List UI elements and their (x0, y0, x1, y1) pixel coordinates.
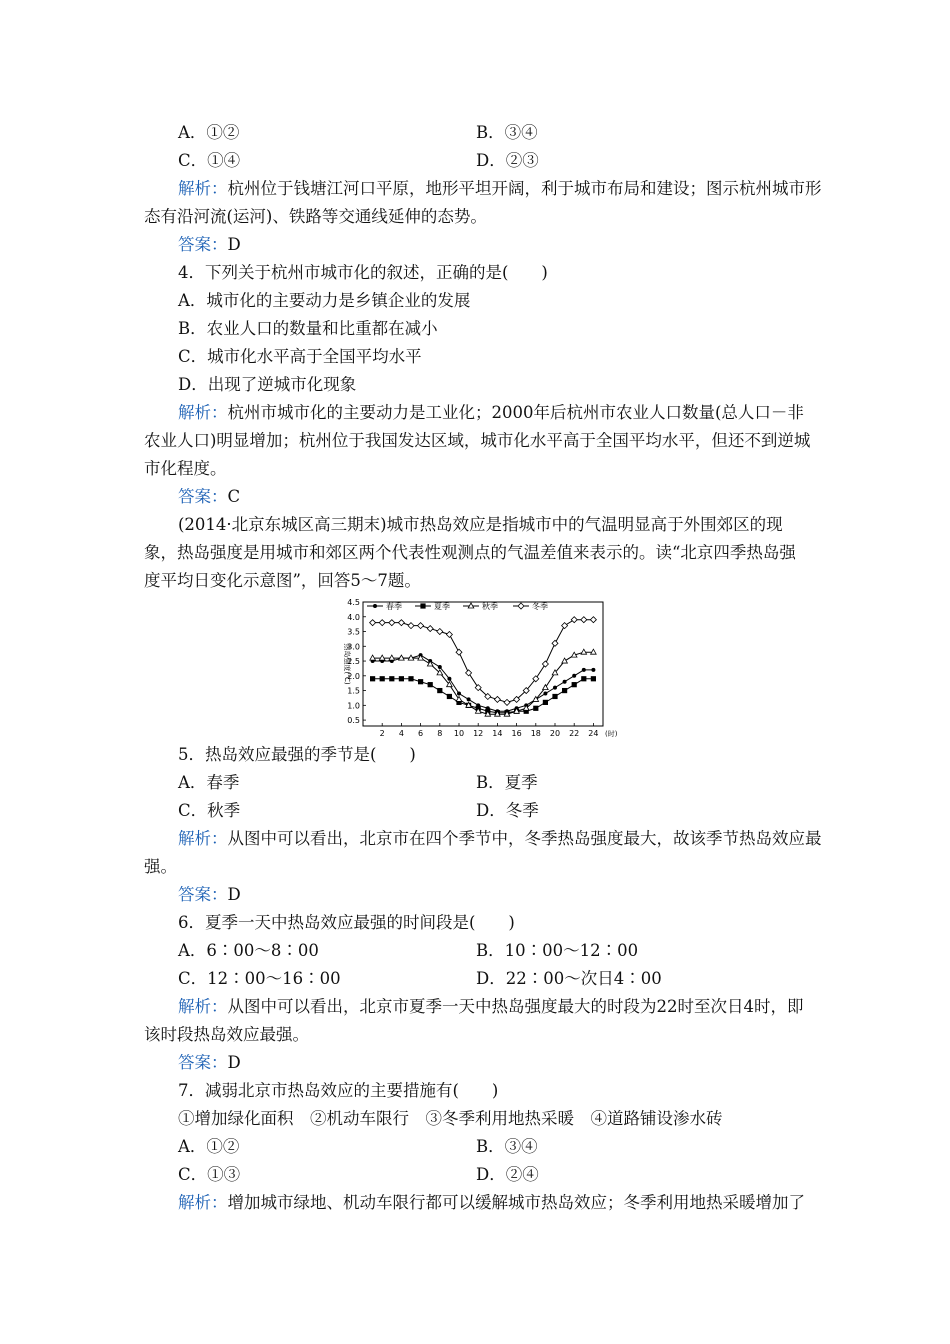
series-1-point (447, 677, 451, 681)
answer-value: D (227, 885, 241, 904)
q3-option-d: D．②③ (476, 151, 539, 170)
answer-label: 答案： (178, 235, 228, 254)
series-2-point (552, 694, 557, 699)
series-4-point (552, 640, 558, 646)
answer-value: D (227, 1053, 241, 1072)
series-3-point (399, 655, 405, 660)
q5-answer (178, 884, 241, 906)
x-tick-label: 16 (511, 729, 522, 738)
series-1-point (438, 665, 442, 669)
q4-analysis-line1 (178, 402, 804, 424)
series-2-point (418, 679, 423, 684)
analysis-label: 解析： (178, 997, 228, 1016)
x-tick-label: 4 (398, 729, 404, 738)
analysis-label: 解析： (178, 829, 228, 848)
series-4-point (562, 623, 568, 629)
analysis-label: 解析： (178, 403, 228, 422)
q4-analysis-line2: 农业人口)明显增加；杭州位于我国发达区域，城市化水平高于全国平均水平，但还不到逆城 (144, 431, 811, 450)
q3-analysis-line1 (178, 178, 822, 200)
q6-option-c: C．12∶00～16∶00 (178, 969, 341, 988)
q7-option-a: A．①② (178, 1137, 240, 1156)
series-2-point (572, 682, 577, 687)
series-2-point (370, 676, 375, 681)
series-2-point (543, 700, 548, 705)
series-1-point (572, 674, 576, 678)
analysis-text: 杭州位于钱塘江河口平原，地形平坦开阔，利于城市布局和建设；图示杭州城市形 (227, 179, 822, 198)
analysis-label: 解析： (178, 1193, 228, 1212)
q6-answer (178, 1052, 241, 1074)
series-4-point (398, 620, 404, 626)
q7-option-c: C．①③ (178, 1165, 241, 1184)
series-3-point (370, 655, 376, 660)
series-4-point (590, 617, 596, 623)
q3-analysis-line2: 态有沿河流(运河)、铁路等交通线延伸的态势。 (144, 207, 487, 226)
q5-option-c: C．秋季 (178, 801, 241, 820)
q6-option-a: A．6∶00～8∶00 (178, 941, 319, 960)
x-tick-label: 2 (379, 729, 385, 738)
q5-option-b: B．夏季 (476, 773, 538, 792)
series-2-point (581, 676, 586, 681)
y-tick-label: 1.0 (347, 701, 360, 711)
analysis-label: 解析： (178, 179, 228, 198)
series-2-point (399, 676, 404, 681)
series-2-point (447, 694, 452, 699)
series-4-point (542, 661, 548, 667)
series-4-point (504, 699, 510, 705)
x-axis-label: (时) (605, 730, 618, 738)
series-2-point (428, 682, 433, 687)
q7-option-b: B．③④ (476, 1137, 538, 1156)
q3-answer (178, 234, 241, 256)
analysis-text: 从图中可以看出，北京市夏季一天中热岛强度最大的时段为22时至次日4时，即 (227, 997, 804, 1016)
y-tick-label: 2.0 (347, 671, 360, 681)
y-tick-label: 1.5 (347, 686, 360, 696)
series-4-point (494, 696, 500, 702)
q7-option-d: D．②④ (476, 1165, 539, 1184)
analysis-text: 增加城市绿地、机动车限行都可以缓解城市热岛效应；冬季利用地热采暖增加了 (227, 1193, 805, 1212)
q6-option-b: B．10∶00～12∶00 (476, 941, 639, 960)
series-4-point (466, 670, 472, 676)
q3-option-c: C．①④ (178, 151, 241, 170)
q5-analysis-line2: 强。 (144, 857, 177, 876)
series-2-point (562, 688, 567, 693)
legend-marker (373, 604, 377, 608)
answer-label: 答案： (178, 1053, 228, 1072)
legend-marker (420, 603, 425, 608)
legend-label: 夏季 (434, 602, 450, 611)
series-1-point (591, 668, 595, 672)
series-line-1 (373, 655, 594, 711)
series-3-point (379, 655, 385, 660)
q4-answer (178, 486, 240, 508)
series-1-point (457, 692, 461, 696)
series-line-3 (373, 652, 594, 714)
series-1-point (563, 680, 567, 684)
series-4-point (581, 617, 587, 623)
series-2-point (591, 676, 596, 681)
intro-line1: (2014·北京东城区高三期末)城市热岛效应是指城市中的气温明显高于外围郊区的现 (178, 515, 783, 534)
series-1-point (553, 686, 557, 690)
series-2-point (389, 676, 394, 681)
q7-items: ①增加绿化面积 ②机动车限行 ③冬季利用地热采暖 ④道路铺设渗水砖 (178, 1109, 723, 1128)
q3-option-a: A．①② (178, 123, 240, 142)
heat-island-chart (325, 592, 625, 738)
q7-stem: 7．减弱北京市热岛效应的主要措施有( ) (178, 1081, 499, 1100)
y-tick-label: 3.0 (347, 642, 360, 652)
series-2-point (408, 676, 413, 681)
legend-label: 春季 (386, 602, 402, 611)
x-tick-label: 24 (588, 729, 599, 738)
series-4-point (408, 623, 414, 629)
x-tick-label: 22 (569, 729, 580, 738)
x-tick-label: 6 (418, 729, 424, 738)
series-3-point (389, 655, 395, 660)
x-tick-label: 10 (453, 729, 465, 738)
y-tick-label: 4.5 (347, 598, 360, 607)
series-4-point (418, 623, 424, 629)
series-2-point (437, 688, 442, 693)
q4-option-b: B．农业人口的数量和比重都在减小 (178, 319, 438, 338)
answer-label: 答案： (178, 487, 228, 506)
series-4-point (379, 620, 385, 626)
series-2-point (533, 706, 538, 711)
x-tick-label: 18 (530, 729, 541, 738)
q7-analysis-line1 (178, 1192, 805, 1214)
x-tick-label: 12 (473, 729, 484, 738)
series-4-point (456, 649, 462, 655)
answer-value: C (227, 487, 241, 506)
q5-option-a: A．春季 (178, 773, 240, 792)
series-4-point (437, 629, 443, 635)
series-4-point (571, 617, 577, 623)
answer-label: 答案： (178, 885, 228, 904)
series-2-point (380, 676, 385, 681)
x-tick-label: 8 (437, 729, 443, 738)
q6-stem: 6．夏季一天中热岛效应最强的时间段是( ) (178, 913, 515, 932)
q4-stem: 4．下列关于杭州市城市化的叙述，正确的是( ) (178, 263, 548, 282)
y-tick-label: 4.0 (347, 612, 360, 622)
plot-frame (363, 602, 603, 726)
q5-stem: 5．热岛效应最强的季节是( ) (178, 745, 416, 764)
q6-option-d: D．22∶00～次日4∶00 (476, 969, 662, 988)
series-line-4 (373, 620, 594, 703)
series-1-point (582, 668, 586, 672)
series-1-point (467, 697, 471, 701)
series-4-point (370, 620, 376, 626)
intro-line2: 象，热岛强度是用城市和郊区两个代表性观测点的气温差值来表示的。读“北京四季热岛强 (144, 543, 796, 562)
legend-marker (518, 603, 524, 609)
q5-option-d: D．冬季 (476, 801, 539, 820)
y-tick-label: 2.5 (347, 657, 360, 667)
q4-option-a: A．城市化的主要动力是乡镇企业的发展 (178, 291, 471, 310)
series-4-point (446, 631, 452, 637)
intro-line3: 度平均日变化示意图”，回答5～7题。 (144, 571, 421, 590)
answer-value: D (227, 235, 241, 254)
legend-label: 冬季 (532, 602, 548, 611)
q4-option-d: D．出现了逆城市化现象 (178, 375, 357, 394)
series-4-point (427, 626, 433, 632)
q6-analysis-line1 (178, 996, 804, 1018)
series-4-point (389, 620, 395, 626)
q4-analysis-line3: 市化程度。 (144, 459, 227, 478)
series-3-point (562, 658, 568, 663)
q4-option-c: C．城市化水平高于全国平均水平 (178, 347, 422, 366)
x-tick-label: 14 (492, 729, 503, 738)
y-axis-label: 热岛强度(℃) (343, 643, 351, 685)
x-tick-label: 20 (549, 729, 561, 738)
q6-analysis-line2: 该时段热岛效应最强。 (144, 1025, 309, 1044)
analysis-text: 杭州市城市化的主要动力是工业化；2000年后杭州市农业人口数量(总人口－非 (227, 403, 804, 422)
q3-option-b: B．③④ (476, 123, 538, 142)
analysis-text: 从图中可以看出，北京市在四个季节中，冬季热岛强度最大，故该季节热岛效应最 (227, 829, 822, 848)
legend-label: 秋季 (482, 602, 498, 611)
y-tick-label: 0.5 (347, 716, 360, 726)
y-tick-label: 3.5 (347, 627, 360, 637)
series-1-point (543, 692, 547, 696)
q5-analysis-line1 (178, 828, 822, 850)
